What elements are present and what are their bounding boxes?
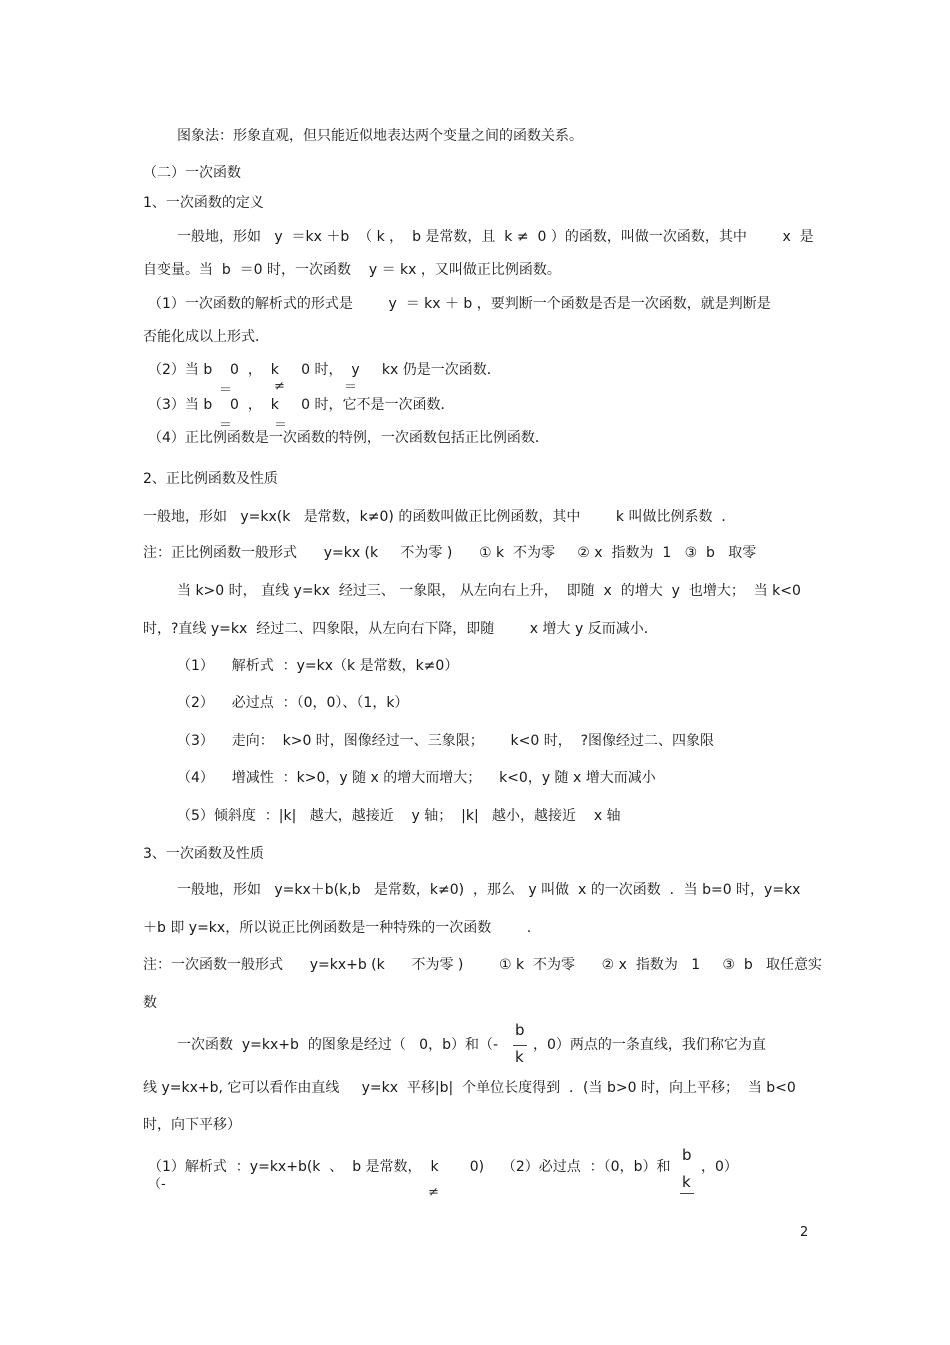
text-line-29-part-3: （-	[148, 1177, 166, 1192]
text-line-28: 时，向下平移）	[143, 1117, 241, 1133]
text-line-14: 当 k>0 时， 直线 y=kx 经过三、 一象限， 从左向右上升， 即随 x 的增大 y 也增大； 当 k<0	[177, 583, 801, 599]
text-line-1: 图象法：形象直观，但只能近似地表达两个变量之间的函数关系。	[177, 128, 583, 144]
list-item-2: （2） 必过点 ：（0，0）、（1，k）	[177, 695, 409, 711]
text-line-25: 数	[143, 995, 157, 1011]
list-item-1: （1） 解析式 ：y=kx（k 是常数，k≠0）	[177, 658, 459, 674]
text-line-6: （1）一次函数的解析式的形式是 y ＝ kx ＋ b ，要判断一个函数是否是一次函数，就是判断是	[148, 296, 771, 312]
text-line-29-part-1: （1）解析式 ：y=kx+b(k 、 b 是常数， k 0) （2）必过点 ：（0，b）和	[148, 1159, 671, 1175]
not-equals-symbol: ≠	[274, 379, 285, 394]
text-line-27: 线 y=kx+b, 它可以看作由直线 y=kx 平移|b| 个单位长度得到 ．(当 b>0 时，向上平移； 当 b<0	[143, 1080, 796, 1096]
fraction-numerator: b	[515, 1021, 525, 1039]
fraction-bar	[513, 1045, 527, 1046]
text-line-5: 自变量。当 b ＝0 时，一次函数 y ＝ kx ，又叫做正比例函数。	[143, 262, 561, 278]
text-line-23: ＋b 即 y=kx，所以说正比例函数是一种特殊的一次函数 .	[143, 920, 532, 936]
note-line-13: 注：正比例函数一般形式 y=kx (k 不为零 ) ① k 不为零 ② x 指数为 1 ③ b 取零	[143, 545, 757, 561]
text-line-26-part-1: 一次函数 y=kx+b 的图象是经过（ 0，b）和（-	[177, 1037, 499, 1053]
list-item-4: （4） 增减性 ：k>0，y 随 x 的增大而增大； k<0，y 随 x 增大而减小	[177, 770, 656, 786]
text-line-12: 一般地，形如 y=kx(k 是常数，k≠0) 的函数叫做正比例函数，其中 k 叫做比例系数 ．	[143, 509, 736, 525]
list-item-3: （3） 走向： k>0 时，图像经过一、三象限； k<0 时， ?图像经过二、四象限	[177, 733, 715, 749]
subsection-heading-2: 2、正比例函数及性质	[143, 471, 278, 487]
subsection-heading-3: 3、一次函数及性质	[143, 846, 264, 862]
text-line-7: 否能化成以上形式．	[143, 329, 269, 345]
text-line-29-part-2: ，0）	[701, 1159, 738, 1175]
text-line-15: 时，?直线 y=kx 经过二、四象限，从左向右下降，即随 x 增大 y 反而减小．	[143, 621, 658, 637]
section-heading-2: （二）一次函数	[143, 165, 241, 181]
note-line-24: 注：一次函数一般形式 y=kx+b (k 不为零 ) ① k 不为零 ② x 指数为 1 ③ b 取任意实	[143, 957, 823, 973]
text-line-10: （4）正比例函数是一次函数的特例，一次函数包括正比例函数．	[148, 430, 549, 446]
list-item-5: （5）倾斜度 ：|k| 越大，越接近 y 轴； |k| 越小，越接近 x 轴	[177, 808, 621, 824]
equals-symbol: ＝	[219, 383, 233, 398]
text-line-8: （2）当 b 0 ， k 0 时， y kx 仍是一次函数．	[148, 362, 501, 378]
text-line-9: （3）当 b 0 ， k 0 时，它不是一次函数．	[148, 397, 455, 413]
fraction-numerator: b	[682, 1146, 692, 1164]
page-number: 2	[800, 1225, 809, 1240]
fraction-bar	[680, 1193, 694, 1194]
fraction-denominator: k	[515, 1048, 524, 1066]
text-line-26-part-2: ，0）两点的一条直线，我们称它为直	[533, 1037, 766, 1053]
subsection-heading-1: 1、一次函数的定义	[143, 195, 264, 211]
text-line-22: 一般地，形如 y=kx＋b(k,b 是常数，k≠0) ，那么 y 叫做 x 的一次函数 ．当 b=0 时，y=kx	[177, 882, 801, 898]
equals-symbol: ＝	[274, 418, 288, 433]
equals-symbol: ＝	[219, 418, 233, 433]
equals-symbol: ＝	[344, 380, 358, 395]
not-equals-symbol: ≠	[428, 1185, 439, 1200]
text-line-4: 一般地，形如 y ＝kx ＋b （ k ， b 是常数，且 k ≠ 0 ）的函数，叫做一次函数，其中 x 是	[177, 229, 814, 245]
fraction-denominator: k	[682, 1173, 691, 1191]
